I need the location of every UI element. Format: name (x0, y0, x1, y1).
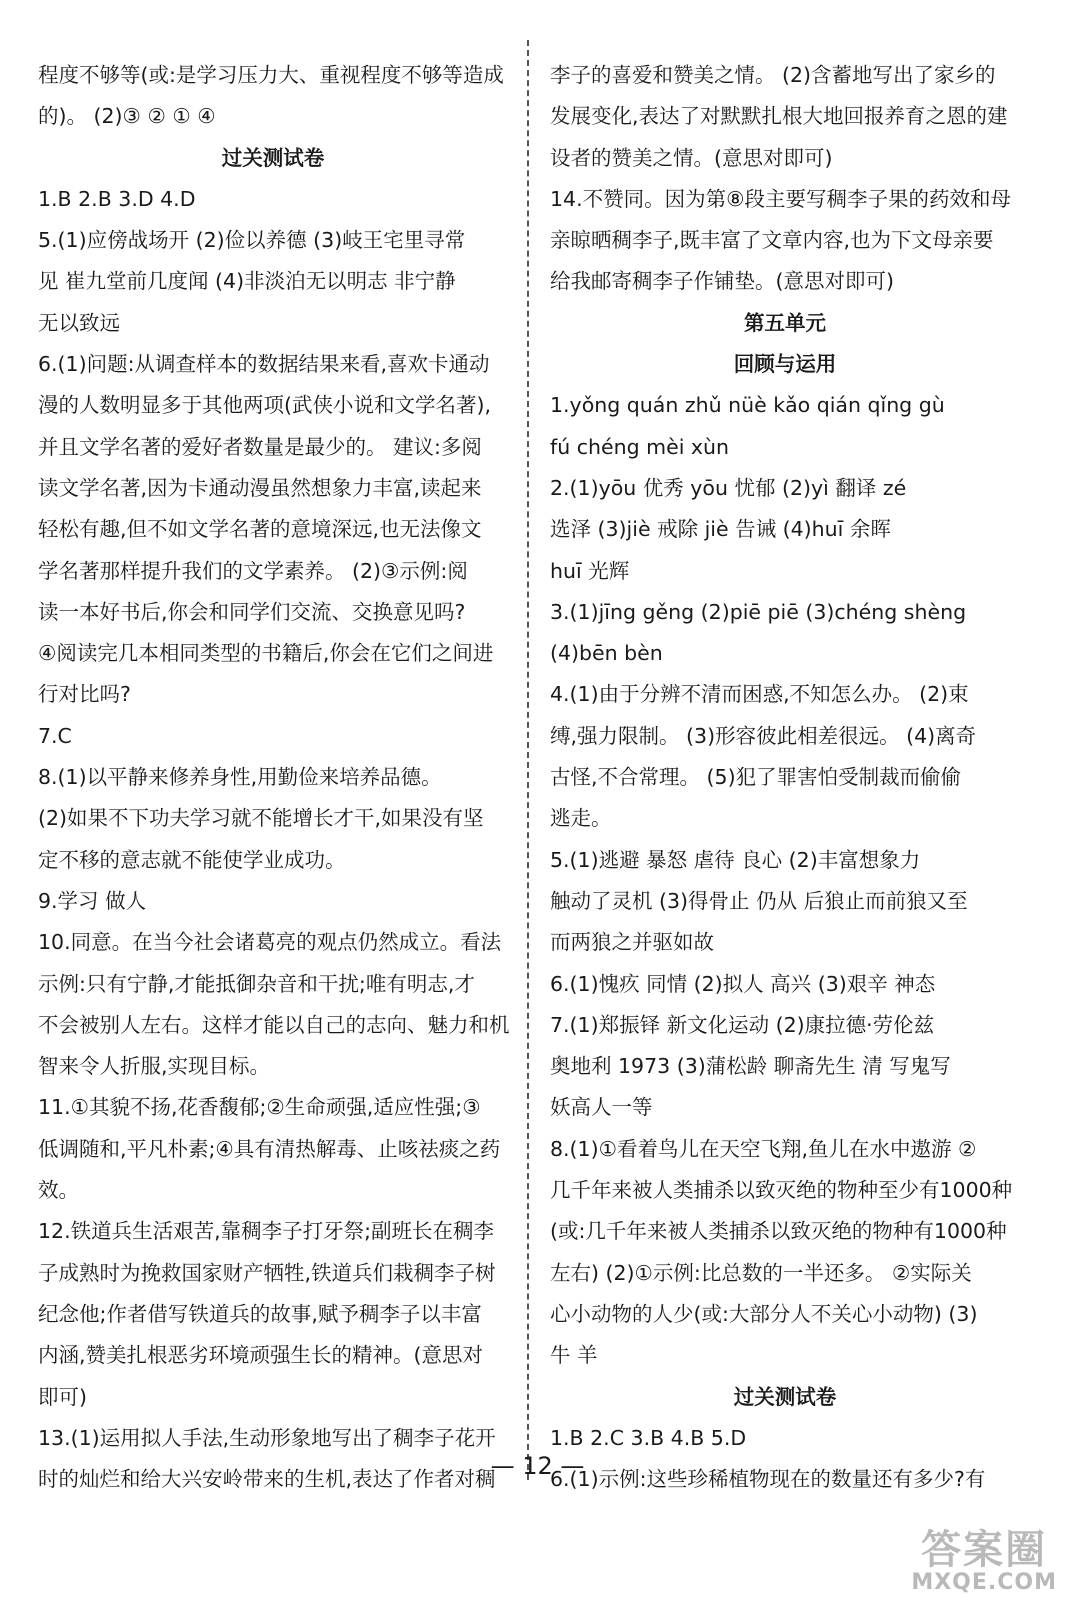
text-line: 5.(1)逃避 暴怒 虐待 良心 (2)丰富想象力 (550, 847, 921, 872)
text-line: 行对比吗? (38, 682, 131, 707)
text-line: 古怪,不合常理。 (5)犯了罪害怕受制裁而偷偷 (550, 765, 962, 790)
text-line: 低调随和,平凡朴素;④具有清热解毒、止咳祛痰之药 (38, 1136, 501, 1161)
text-line: 即可) (38, 1384, 87, 1409)
text-line: 逃走。 (550, 806, 612, 831)
text-line: 左右) (2)①示例:比总数的一半还多。 ②实际关 (550, 1260, 972, 1285)
text-line: 8.(1)①看着鸟儿在天空飞翔,鱼儿在水中遨游 ② (550, 1136, 977, 1161)
text-line: 定不移的意志就不能使学业成功。 (38, 847, 346, 872)
text-line: 2.(1)yōu 优秀 yōu 忧郁 (2)yì 翻译 zé (550, 475, 907, 500)
text-line: 子成熟时为挽救国家财产牺牲,铁道兵们栽稠李子树 (38, 1260, 496, 1285)
text-line: (4)bēn bèn (550, 641, 663, 666)
text-line: (2)如果不下功夫学习就不能增长才干,如果没有坚 (38, 806, 484, 831)
text-line: 6.(1)示例:这些珍稀植物现在的数量还有多少?有 (550, 1467, 986, 1492)
text-line: huī 光辉 (550, 558, 630, 583)
text-line: 心小动物的人少(或:大部分人不关心小动物) (3) (550, 1301, 978, 1326)
text-line: 1.B 2.B 3.D 4.D (38, 186, 196, 211)
section-heading: 第五单元 (744, 310, 826, 335)
text-line: 8.(1)以平静来修养身性,用勤俭来培养品德。 (38, 765, 442, 790)
text-line: 读文学名著,因为卡通动漫虽然想象力丰富,读起来 (38, 475, 482, 500)
page-number: — 12 — (490, 1452, 585, 1480)
text-line: 11.①其貌不扬,花香馥郁;②生命顽强,适应性强;③ (38, 1095, 481, 1120)
text-line: 的)。 (2)③ ② ① ④ (38, 104, 216, 129)
text-line: 4.(1)由于分辨不清而困惑,不知怎么办。 (2)束 (550, 682, 969, 707)
text-line: 纪念他;作者借写铁道兵的故事,赋予稠李子以丰富 (38, 1301, 482, 1326)
text-line: ④阅读完几本相同类型的书籍后,你会在它们之间进 (38, 641, 494, 666)
text-line: fú chéng mèi xùn (550, 434, 730, 459)
right-column (550, 55, 1020, 1500)
watermark-logo (911, 1527, 1057, 1595)
text-line: 并且文学名著的爱好者数量是最少的。 建议:多阅 (38, 434, 482, 459)
text-line: 内涵,赞美扎根恶劣环境顽强生长的精神。(意思对 (38, 1343, 484, 1368)
text-line: 7.C (38, 723, 72, 748)
text-line: 10.同意。在当今社会诸葛亮的观点仍然成立。看法 (38, 930, 502, 955)
text-line: 学名著那样提升我们的文学素养。 (2)③示例:阅 (38, 558, 468, 583)
text-line: 读一本好书后,你会和同学们交流、交换意见吗? (38, 599, 466, 624)
column-divider (527, 40, 529, 1480)
text-line: 李子的喜爱和赞美之情。 (2)含蓄地写出了家乡的 (550, 63, 996, 87)
text-line: 妖高人一等 (550, 1095, 653, 1120)
text-line: 设者的赞美之情。(意思对即可) (550, 145, 833, 170)
text-line: 6.(1)愧疚 同情 (2)拟人 高兴 (3)艰辛 神态 (550, 971, 936, 996)
text-line: 3.(1)jīng gěng (2)piē piē (3)chéng shèng (550, 599, 967, 624)
text-line: 1.yǒng quán zhǔ nüè kǎo qián qǐng gù (550, 393, 945, 418)
text-line: 选泽 (3)jiè 戒除 jiè 告诫 (4)huī 余晖 (550, 517, 891, 542)
text-line: 缚,强力限制。 (3)形容彼此相差很远。 (4)离奇 (550, 723, 977, 748)
watermark-text: 答案圈 (921, 1527, 1048, 1573)
text-line: (或:几千年来被人类捕杀以致灭绝的物种有1000种 (550, 1219, 1007, 1244)
text-line: 几千年来被人类捕杀以致灭绝的物种至少有1000种 (550, 1178, 1013, 1203)
text-line: 14.不赞同。因为第⑧段主要写稠李子果的药效和母 (550, 186, 1011, 211)
text-line: 发展变化,表达了对默默扎根大地回报养育之恩的建 (550, 104, 1008, 129)
text-line: 触动了灵机 (3)得骨止 仍从 后狼止而前狼又至 (550, 888, 968, 913)
text-line: 9.学习 做人 (38, 888, 147, 913)
text-line: 给我邮寄稠李子作铺垫。(意思对即可) (550, 269, 894, 294)
section-heading: 过关测试卷 (733, 1384, 837, 1409)
text-line: 见 崔九堂前几度闻 (4)非淡泊无以明志 非宁静 (38, 269, 456, 294)
left-column (38, 55, 508, 1500)
text-line: 牛 羊 (550, 1343, 598, 1368)
section-heading: 回顾与运用 (733, 352, 837, 377)
section-heading: 过关测试卷 (221, 145, 325, 170)
text-line: 6.(1)问题:从调查样本的数据结果来看,喜欢卡通动 (38, 352, 490, 377)
text-line: 程度不够等(或:是学习压力大、重视程度不够等造成 (38, 63, 504, 87)
watermark-url: MXQE.COM (911, 1570, 1057, 1595)
text-line: 亲晾晒稠李子,既丰富了文章内容,也为下文母亲要 (550, 228, 994, 253)
text-line: 7.(1)郑振铎 新文化运动 (2)康拉德·劳伦兹 (550, 1012, 935, 1037)
text-line: 示例:只有宁静,才能抵御杂音和干扰;唯有明志,才 (38, 971, 475, 996)
text-line: 无以致远 (38, 310, 120, 335)
text-line: 效。 (38, 1178, 79, 1203)
text-line: 奥地利 1973 (3)蒲松龄 聊斋先生 清 写鬼写 (550, 1054, 951, 1079)
text-line: 12.铁道兵生活艰苦,靠稠李子打牙祭;副班长在稠李 (38, 1219, 495, 1244)
text-line: 漫的人数明显多于其他两项(武侠小说和文学名著), (38, 393, 492, 418)
text-line: 轻松有趣,但不如文学名著的意境深远,也无法像文 (38, 517, 482, 542)
text-line: 不会被别人左右。这样才能以自己的志向、魅力和机 (38, 1012, 510, 1037)
text-line: 5.(1)应傍战场开 (2)俭以养德 (3)岐王宅里寻常 (38, 228, 466, 253)
text-line: 而两狼之并驱如故 (550, 930, 714, 955)
text-line: 时的灿烂和给大兴安岭带来的生机,表达了作者对稠 (38, 1467, 496, 1492)
text-line: 智来令人折服,实现目标。 (38, 1054, 271, 1079)
text-line: 13.(1)运用拟人手法,生动形象地写出了稠李子花开 (38, 1425, 496, 1450)
text-line: 1.B 2.C 3.B 4.B 5.D (550, 1425, 747, 1450)
